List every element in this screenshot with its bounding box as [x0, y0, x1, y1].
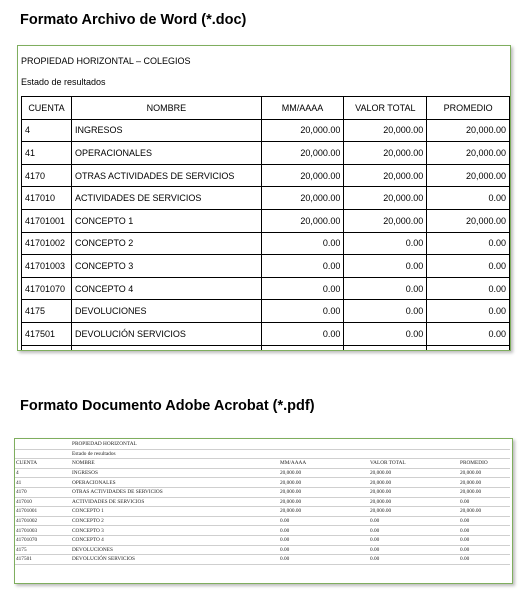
word-cell-nombre: CONCEPTO 3: [71, 255, 261, 278]
pdf-cell-nombre: CONCEPTO 4: [71, 535, 279, 545]
pdf-cell-cuenta: 417010: [15, 497, 71, 507]
word-format-heading: Formato Archivo de Word (*.doc): [20, 12, 247, 28]
table-row: [15, 526, 510, 536]
word-cell-cuenta: 4: [22, 119, 72, 142]
pdf-cell-period: 0.00: [279, 516, 369, 526]
word-cell-cuenta: 41: [22, 142, 72, 165]
pdf-cell-promedio: 0.00: [459, 526, 510, 536]
word-cell-nombre: CONCEPTO 1: [71, 209, 261, 232]
pdf-cell-period: 0.00: [279, 545, 369, 555]
table-row: [15, 535, 510, 545]
word-cell-valor-total: 20,000.00: [344, 187, 427, 210]
pdf-cell-nombre: CONCEPTO 2: [71, 516, 279, 526]
pdf-header-period: MM/AAAA: [279, 459, 369, 469]
pdf-cell-cuenta: 417501: [15, 555, 71, 565]
word-cell-valor-total: 0.00: [344, 322, 427, 345]
pdf-document-preview: [14, 438, 513, 584]
word-header-valor-total: VALOR TOTAL: [344, 97, 427, 120]
word-document-subtitle: Estado de resultados: [21, 77, 106, 87]
pdf-subtitle-row: [15, 449, 510, 459]
pdf-cell-promedio: 0.00: [459, 545, 510, 555]
pdf-cell-period: 20,000.00: [279, 478, 369, 488]
table-row: [15, 478, 510, 488]
word-cell-period: 20,000.00: [261, 209, 344, 232]
word-cell-nombre: OPERACIONALES: [71, 142, 261, 165]
word-cell-nombre: [71, 345, 261, 351]
table-row: [15, 487, 510, 497]
word-cell-cuenta: [22, 345, 72, 351]
word-document-title: PROPIEDAD HORIZONTAL – COLEGIOS: [21, 56, 191, 66]
table-row: [15, 516, 510, 526]
table-row: [22, 209, 510, 232]
word-cell-period: 20,000.00: [261, 164, 344, 187]
word-header-cuenta: CUENTA: [22, 97, 72, 120]
table-row: [22, 232, 510, 255]
pdf-cell-valor-total: 0.00: [369, 555, 459, 565]
table-row: [15, 507, 510, 517]
word-cell-period: 0.00: [261, 277, 344, 300]
pdf-header-promedio: PROMEDIO: [459, 459, 510, 469]
word-cell-valor-total: 0.00: [344, 255, 427, 278]
pdf-cell-promedio: 0.00: [459, 497, 510, 507]
word-cell-promedio: 0.00: [427, 300, 510, 323]
pdf-cell-promedio: 0.00: [459, 516, 510, 526]
pdf-cell-period: 0.00: [279, 555, 369, 565]
word-cell-promedio: 0.00: [427, 322, 510, 345]
pdf-cell-nombre: OPERACIONALES: [71, 478, 279, 488]
word-cell-nombre: CONCEPTO 4: [71, 277, 261, 300]
word-cell-cuenta: 41701003: [22, 255, 72, 278]
word-cell-cuenta: 417501: [22, 322, 72, 345]
pdf-cell-promedio: 0.00: [459, 535, 510, 545]
word-cell-nombre: INGRESOS: [71, 119, 261, 142]
word-cell-promedio: 20,000.00: [427, 164, 510, 187]
pdf-format-heading: Formato Documento Adobe Acrobat (*.pdf): [20, 398, 315, 414]
pdf-cell-promedio: 20,000.00: [459, 487, 510, 497]
pdf-cell-valor-total: 20,000.00: [369, 478, 459, 488]
pdf-document-subtitle: Estado de resultados: [71, 449, 510, 459]
pdf-cell-nombre: DEVOLUCIONES: [71, 545, 279, 555]
word-cell-period: 20,000.00: [261, 187, 344, 210]
word-cell-promedio: 0.00: [427, 255, 510, 278]
word-cell-period: 0.00: [261, 255, 344, 278]
pdf-cell-period: 20,000.00: [279, 468, 369, 478]
pdf-cell-valor-total: 0.00: [369, 535, 459, 545]
pdf-cell-nombre: INGRESOS: [71, 468, 279, 478]
word-cell-cuenta: 41701001: [22, 209, 72, 232]
pdf-header-valor-total: VALOR TOTAL: [369, 459, 459, 469]
pdf-cell-nombre: CONCEPTO 3: [71, 526, 279, 536]
word-header-promedio: PROMEDIO: [427, 97, 510, 120]
word-cell-valor-total: [344, 345, 427, 351]
word-cell-cuenta: 4170: [22, 164, 72, 187]
word-header-nombre: NOMBRE: [71, 97, 261, 120]
pdf-header-nombre: NOMBRE: [71, 459, 279, 469]
word-cell-nombre: ACTIVIDADES DE SERVICIOS: [71, 187, 261, 210]
word-header-period: MM/AAAA: [261, 97, 344, 120]
word-cell-promedio: 20,000.00: [427, 142, 510, 165]
pdf-cell-period: 0.00: [279, 526, 369, 536]
pdf-cell-nombre: ACTIVIDADES DE SERVICIOS: [71, 497, 279, 507]
pdf-cell-valor-total: 0.00: [369, 545, 459, 555]
word-cell-valor-total: 20,000.00: [344, 209, 427, 232]
pdf-title-row: [15, 440, 510, 449]
pdf-cell-valor-total: 20,000.00: [369, 468, 459, 478]
pdf-cell-cuenta: 4175: [15, 545, 71, 555]
word-cell-promedio: 0.00: [427, 277, 510, 300]
pdf-cell-cuenta: 41701003: [15, 526, 71, 536]
pdf-cell-valor-total: 0.00: [369, 516, 459, 526]
pdf-cell-cuenta: 4170: [15, 487, 71, 497]
pdf-cell-period: 20,000.00: [279, 487, 369, 497]
pdf-cell-period: 0.00: [279, 535, 369, 545]
word-cell-cuenta: 41701002: [22, 232, 72, 255]
word-document-preview: [17, 45, 511, 351]
table-row: [15, 468, 510, 478]
pdf-cell-nombre: CONCEPTO 1: [71, 507, 279, 517]
table-row: [22, 187, 510, 210]
word-cell-period: 0.00: [261, 300, 344, 323]
pdf-cell-promedio: 20,000.00: [459, 478, 510, 488]
table-row: [22, 345, 510, 351]
pdf-cell-period: 20,000.00: [279, 507, 369, 517]
word-cell-period: 0.00: [261, 232, 344, 255]
pdf-cell-cuenta: 41: [15, 478, 71, 488]
word-cell-cuenta: 41701070: [22, 277, 72, 300]
word-cell-promedio: 0.00: [427, 232, 510, 255]
word-cell-nombre: OTRAS ACTIVIDADES DE SERVICIOS: [71, 164, 261, 187]
pdf-cell-cuenta: 41701002: [15, 516, 71, 526]
word-cell-promedio: [427, 345, 510, 351]
word-cell-nombre: CONCEPTO 2: [71, 232, 261, 255]
pdf-cell-promedio: 20,000.00: [459, 468, 510, 478]
pdf-cell-valor-total: 20,000.00: [369, 497, 459, 507]
pdf-cell-period: 20,000.00: [279, 497, 369, 507]
table-row: [22, 119, 510, 142]
word-cell-cuenta: 417010: [22, 187, 72, 210]
word-cell-valor-total: 20,000.00: [344, 119, 427, 142]
word-cell-valor-total: 0.00: [344, 277, 427, 300]
pdf-cell-cuenta: 41701001: [15, 507, 71, 517]
word-cell-valor-total: 20,000.00: [344, 164, 427, 187]
table-row: [22, 277, 510, 300]
pdf-cell-promedio: 0.00: [459, 555, 510, 565]
pdf-results-table: [15, 440, 510, 565]
word-cell-nombre: DEVOLUCIONES: [71, 300, 261, 323]
pdf-cell-valor-total: 20,000.00: [369, 487, 459, 497]
pdf-cell-nombre: OTRAS ACTIVIDADES DE SERVICIOS: [71, 487, 279, 497]
word-cell-nombre: DEVOLUCIÓN SERVICIOS: [71, 322, 261, 345]
word-cell-promedio: 20,000.00: [427, 119, 510, 142]
pdf-cell-valor-total: 20,000.00: [369, 507, 459, 517]
table-row: [22, 142, 510, 165]
word-cell-period: 20,000.00: [261, 119, 344, 142]
table-row: [15, 545, 510, 555]
pdf-cell-cuenta: 41701070: [15, 535, 71, 545]
word-cell-period: [261, 345, 344, 351]
pdf-cell-valor-total: 0.00: [369, 526, 459, 536]
word-cell-valor-total: 0.00: [344, 232, 427, 255]
word-cell-cuenta: 4175: [22, 300, 72, 323]
word-results-table: [21, 96, 510, 351]
pdf-cell-promedio: 20,000.00: [459, 507, 510, 517]
table-row: [22, 164, 510, 187]
word-cell-valor-total: 20,000.00: [344, 142, 427, 165]
table-row: [22, 300, 510, 323]
word-cell-promedio: 20,000.00: [427, 209, 510, 232]
word-cell-period: 0.00: [261, 322, 344, 345]
table-row: [22, 322, 510, 345]
pdf-cell-nombre: DEVOLUCIÓN SERVICIOS: [71, 555, 279, 565]
pdf-header-cuenta: CUENTA: [15, 459, 71, 469]
pdf-document-title: PROPIEDAD HORIZONTAL: [71, 440, 510, 449]
word-cell-period: 20,000.00: [261, 142, 344, 165]
table-row: [22, 255, 510, 278]
table-row: [15, 555, 510, 565]
word-table-header-row: [22, 97, 510, 120]
pdf-cell-cuenta: 4: [15, 468, 71, 478]
word-cell-valor-total: 0.00: [344, 300, 427, 323]
table-row: [15, 497, 510, 507]
word-cell-promedio: 0.00: [427, 187, 510, 210]
pdf-table-header-row: [15, 459, 510, 469]
